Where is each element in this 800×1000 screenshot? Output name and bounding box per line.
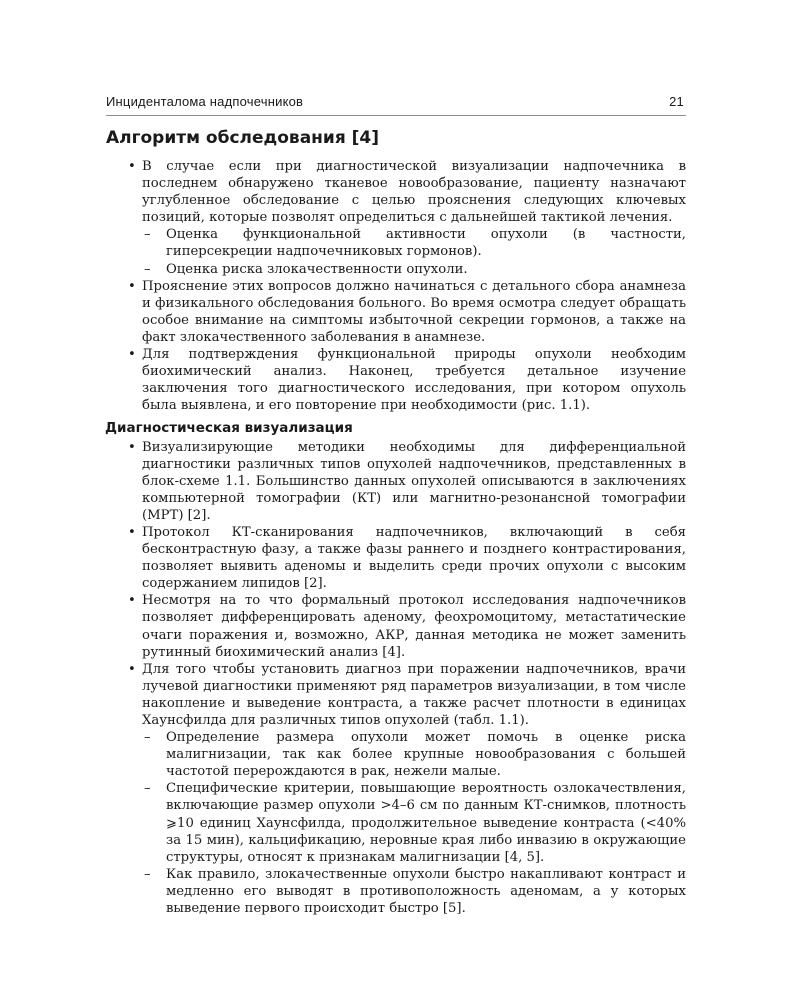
section1-bullet-list — [106, 158, 686, 414]
list-item — [106, 439, 686, 524]
bullet-icon: • — [128, 524, 136, 540]
bullet-icon: • — [128, 278, 136, 294]
sub-list-item-text: Определение размера опухоли может помочь в оценке риска малигнизации, так как более крупные новообразования с большей частотой перерождаются в рак, нежели малые. — [166, 730, 686, 780]
bullet-icon: • — [128, 159, 136, 174]
list-item-text: Визуализирующие методики необходимы для дифференциальной диагностики различных типов опухолей надпочечников, представленных в блок-схеме 1.1. Большинство данных опухолей описываются в заключениях компьютерной томографии (КТ) или магнитно-резонансной томографии (МРТ) [2]. — [142, 439, 686, 523]
bullet-icon: • — [128, 439, 136, 455]
sub-list-item — [142, 226, 686, 260]
sub-list — [142, 729, 686, 917]
sub-list-item-text: Оценка риска злокачественности опухоли. — [166, 261, 468, 277]
list-item — [106, 592, 686, 660]
sub-list-item — [142, 780, 686, 865]
dash-icon: – — [144, 730, 151, 746]
section-title: Алгоритм обследования [4] — [106, 128, 380, 148]
sub-list-item-text: Как правило, злокачественные опухоли быстро накапливают контраст и медленно его выводят в противоположность аденомам, а у которых выведение первого происходит быстро [5]. — [166, 866, 686, 917]
list-item-text: Для того чтобы установить диагноз при поражении надпочечников, врачи лучевой диагностики применяют ряд параметров визуализации, в том числе накопление и выведение контраста, а также расчет плотности в единицах Хаунсфилда для различных типов опухолей (табл. 1.1). — [142, 661, 686, 728]
list-item-text: Несмотря на то что формальный протокол исследования надпочечников позволяет дифференцировать аденому, феохромоцитому, метастатические очаги поражения и, возможно, АКР, данная методика не может заменить рутинный биохимический анализ [4]. — [142, 593, 686, 660]
list-item — [106, 524, 686, 592]
dash-icon: – — [144, 781, 151, 797]
running-header — [106, 93, 686, 116]
sub-list — [142, 226, 686, 277]
list-item — [106, 346, 686, 414]
sub-list-item — [142, 729, 686, 780]
list-item-text: Протокол КТ-сканирования надпочечников, включающий в себя бесконтрастную фазу, а также фазы раннего и позднего контрастирования, позволяет выявить аденомы и выделить среди прочих опухоли с высоким содержанием липидов [2]. — [142, 524, 686, 592]
list-item-text: В случае если при диагностической визуализации надпочечника в последнем обнаружено тканевое новообразование, пациенту назначают углубленное обследование с целью прояснения следующих ключевых позиций, которые позволят определиться с дальнейшей тактикой лечения. — [142, 159, 686, 226]
page-number: 21 — [669, 94, 684, 109]
list-item-text: Прояснение этих вопросов должно начинаться с детального сбора анамнеза и физикального обследования больного. Во время осмотра следует обращать особое внимание на симптомы избыточной секреции гормонов, а также на факт злокачественного заболевания в анамнезе. — [142, 278, 686, 345]
list-item-text: Для подтверждения функциональной природы опухоли необходим биохимический анализ. Наконец, требуется детальное изучение заключения того диагностического исследования, при котором опухоль была выявлена, и его повторение при необходимости (рис. 1.1). — [142, 347, 686, 414]
sub-list-item-text: Специфические критерии, повышающие вероятность озлокачествления, включающие размер опухоли >4–6 см по данным КТ-снимков, плотность ⩾10 единиц Хаунсфилда, продолжительное выведение контраста (<40% за 15 мин), кальцификацию, неровные края либо инвазию в окружающие структуры, относят к признакам малигнизации [4, 5]. — [166, 781, 686, 865]
bullet-icon: • — [128, 661, 136, 677]
dash-icon: – — [144, 866, 151, 882]
dash-icon: – — [144, 227, 151, 243]
section2-bullet-list — [106, 439, 686, 918]
subsection-title: Диагностическая визуализация — [105, 420, 353, 437]
page-body — [106, 158, 686, 917]
running-title: Инциденталома надпочечников — [106, 94, 304, 109]
bullet-icon: • — [128, 347, 136, 363]
bullet-icon: • — [128, 593, 136, 609]
sub-list-item — [142, 261, 686, 278]
list-item — [106, 661, 686, 917]
sub-list-item — [142, 866, 686, 917]
list-item — [106, 278, 686, 346]
dash-icon: – — [144, 261, 151, 277]
sub-list-item-text: Оценка функциональной активности опухоли (в частности, гиперсекреции надпочечниковых гормонов). — [166, 227, 686, 260]
list-item — [106, 158, 686, 278]
